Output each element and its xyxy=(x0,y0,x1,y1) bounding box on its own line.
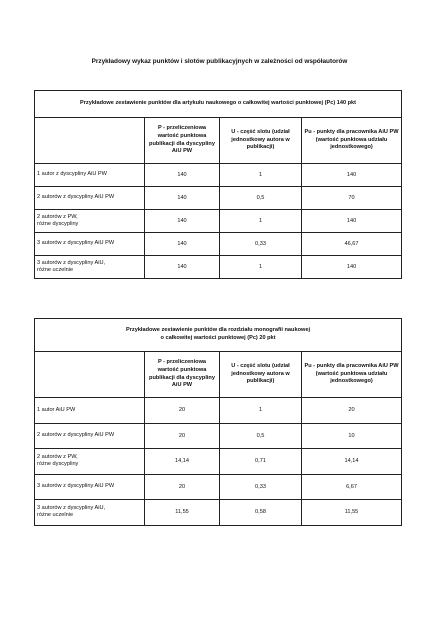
row-label: 2 autorów z PW, różne dyscypliny xyxy=(35,449,145,475)
cell-pu: 46,67 xyxy=(302,233,402,256)
table-row xyxy=(35,474,402,500)
cell-u: 0,33 xyxy=(220,474,302,500)
header-p: P - przeliczeniowa wartość punktowa publikacji dla dyscypliny AiU PW xyxy=(145,118,220,164)
cell-p: 14,14 xyxy=(145,449,220,475)
row-label: 1 autor AiU PW xyxy=(35,398,145,424)
header-u: U - część slotu (udział jednostkowy autora w publikacji) xyxy=(220,352,302,398)
table-row xyxy=(35,398,402,424)
table-row xyxy=(35,449,402,475)
table-body xyxy=(35,398,402,526)
row-label: 2 autorów z PW, różne dyscypliny xyxy=(35,210,145,233)
cell-u: 0,5 xyxy=(220,423,302,449)
cell-u: 1 xyxy=(220,398,302,424)
header-empty xyxy=(35,118,145,164)
cell-pu: 6,67 xyxy=(302,474,402,500)
cell-pu: 14,14 xyxy=(302,449,402,475)
cell-pu: 11,55 xyxy=(302,500,402,526)
cell-p: 11,55 xyxy=(145,500,220,526)
table-body xyxy=(35,164,402,279)
cell-pu: 140 xyxy=(302,164,402,187)
header-u: U - część slotu (udział jednostkowy autora w publikacji) xyxy=(220,118,302,164)
articles-points-table xyxy=(34,90,402,279)
row-label: 2 autorów z dyscypliny AiU PW xyxy=(35,187,145,210)
cell-pu: 140 xyxy=(302,256,402,279)
cell-p: 140 xyxy=(145,210,220,233)
row-label: 3 autorów z dyscypliny AiU PW xyxy=(35,233,145,256)
cell-u: 0,71 xyxy=(220,449,302,475)
row-label: 2 autorów z dyscypliny AiU PW xyxy=(35,423,145,449)
cell-pu: 10 xyxy=(302,423,402,449)
cell-p: 140 xyxy=(145,256,220,279)
table-row xyxy=(35,164,402,187)
cell-p: 140 xyxy=(145,187,220,210)
cell-pu: 20 xyxy=(302,398,402,424)
cell-u: 1 xyxy=(220,210,302,233)
cell-pu: 70 xyxy=(302,187,402,210)
cell-p: 140 xyxy=(145,233,220,256)
monograph-points-table xyxy=(34,318,402,526)
cell-u: 0,33 xyxy=(220,233,302,256)
row-label: 1 autor z dyscypliny AiU PW xyxy=(35,164,145,187)
row-label: 3 autorów z dyscypliny AiU PW xyxy=(35,474,145,500)
table-row xyxy=(35,187,402,210)
cell-u: 1 xyxy=(220,164,302,187)
table-row xyxy=(35,500,402,526)
table-row xyxy=(35,256,402,279)
row-label: 3 autorów z dyscypliny AiU, różne uczelnie xyxy=(35,500,145,526)
cell-u: 0,58 xyxy=(220,500,302,526)
table-caption: Przykładowe zestawienie punktów dla rozdziału monografii naukowej o całkowitej wartości punktowej (Pc) 20 pkt xyxy=(35,319,402,352)
table-row xyxy=(35,423,402,449)
cell-p: 20 xyxy=(145,474,220,500)
cell-pu: 140 xyxy=(302,210,402,233)
header-empty xyxy=(35,352,145,398)
cell-p: 20 xyxy=(145,398,220,424)
row-label: 3 autorów z dyscypliny AiU, różne uczelnie xyxy=(35,256,145,279)
table-row xyxy=(35,233,402,256)
table-caption: Przykładowe zestawienie punktów dla artykułu naukowego o całkowitej wartości punktowej (Pc) 140 pkt xyxy=(35,91,402,118)
cell-u: 0,5 xyxy=(220,187,302,210)
cell-u: 1 xyxy=(220,256,302,279)
cell-p: 20 xyxy=(145,423,220,449)
table-row xyxy=(35,210,402,233)
header-pu: Pu - punkty dla pracownika AiU PW (wartość punktowa udziału jednostkowego) xyxy=(302,118,402,164)
document-title: Przykładowy wykaz punktów i slotów publikacyjnych w zależności od współautorów xyxy=(91,58,348,65)
header-p: P - przeliczeniowa wartość punktowa publikacji dla dyscypliny AiU PW xyxy=(145,352,220,398)
cell-p: 140 xyxy=(145,164,220,187)
header-pu: Pu - punkty dla pracownika AiU PW (wartość punktowa udziału jednostkowego) xyxy=(302,352,402,398)
